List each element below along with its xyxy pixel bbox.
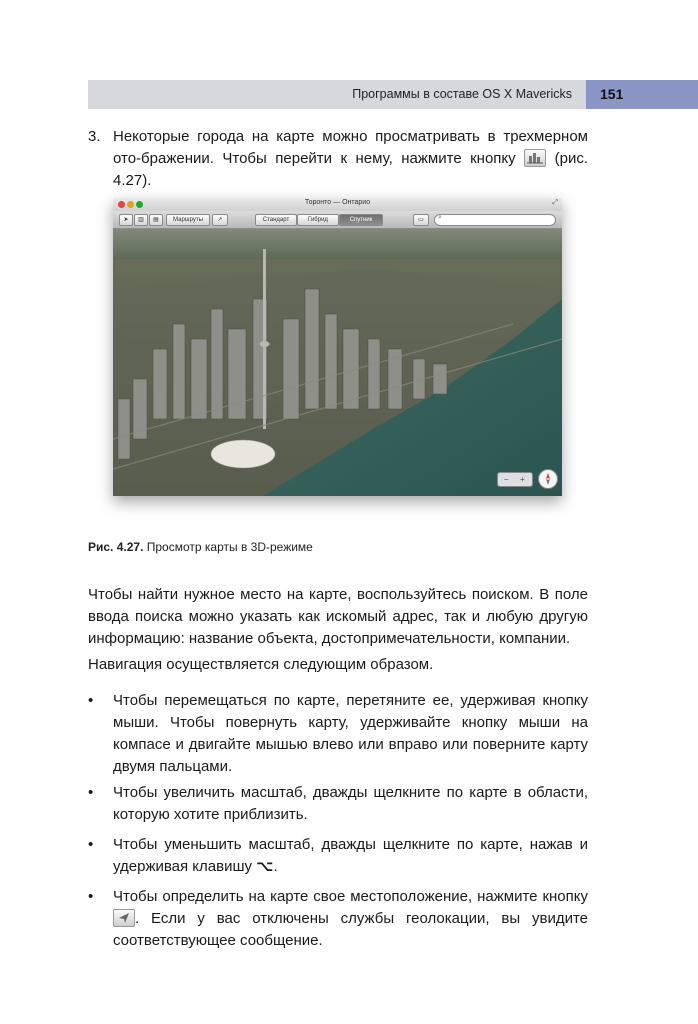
tab-satellite[interactable]: Спутник (339, 214, 383, 226)
bullet-zoom-in (88, 782, 588, 826)
location-button[interactable]: ➤ (119, 214, 133, 226)
compass-icon (539, 470, 557, 488)
header-title: Программы в составе OS X Mavericks (352, 87, 572, 101)
traffic-button[interactable]: ▤ (149, 214, 163, 226)
zoom-control (497, 472, 533, 487)
zoom-out-end: . (273, 858, 278, 875)
navigation-intro: Навигация осуществляется следующим образом. (88, 656, 434, 673)
page-number-box (586, 80, 698, 109)
bullet-zoom-in-text: Чтобы увеличить масштаб, дважды щелкните по карте в области, которую хотите приблизить. (113, 784, 588, 823)
3d-buildings-icon (524, 149, 546, 167)
tab-standard[interactable]: Стандарт (255, 214, 297, 226)
step-text-part: Некоторые города на карте можно просматривать в трехмерном ото-бражении. Чтобы перейти к нему, нажмите кнопку (113, 128, 588, 167)
3d-view-button[interactable]: ▥ (134, 214, 148, 226)
window-title: Торонто — Онтарио (304, 199, 371, 206)
tab-hybrid[interactable]: Гибрид (297, 214, 339, 226)
directions-button[interactable]: Маршруты (166, 214, 210, 226)
bullet-move-text: Чтобы перемещаться по карте, перетяните ее, удерживая кнопку мыши. Чтобы повернуть карту, удерживайте кнопку мыши на компасе и двигайте мышью влево или вправо или поверните карту двумя пальцами. (113, 692, 588, 775)
window-titlebar (113, 198, 562, 212)
compass-button[interactable] (538, 469, 558, 489)
zoom-in-button[interactable]: + (520, 475, 525, 484)
location-text-ending: . Если у вас отключены службы геолокации, вы увидите соответствующее сообщение. (113, 910, 588, 949)
step-number: 3. (88, 128, 101, 145)
bullet-symbol: • (88, 784, 94, 801)
maps-toolbar (113, 211, 562, 229)
bullet-move (88, 690, 588, 778)
location-arrow-icon (113, 909, 135, 927)
bullet-zoom-out (88, 834, 588, 878)
step-3 (88, 126, 588, 189)
bookmarks-button[interactable]: ▭ (413, 214, 429, 226)
running-header (88, 80, 586, 109)
bullet-symbol: • (88, 836, 94, 853)
bullet-location-text (113, 886, 588, 952)
step-text-ending: (рис. 4.27). (113, 150, 588, 189)
bullet-symbol: • (88, 692, 94, 709)
step-text (113, 126, 588, 192)
caption-text: Просмотр карты в 3D-режиме (143, 540, 313, 554)
zoom-out-text: Чтобы уменьшить масштаб, дважды щелкните по карте, нажав и удерживая клавишу (113, 836, 588, 875)
share-button[interactable]: ↗ (212, 214, 228, 226)
satellite-map-3d[interactable] (113, 229, 562, 496)
bullet-location (88, 886, 588, 952)
page-number: 151 (600, 86, 624, 102)
fullscreen-icon[interactable]: ⤢ (552, 199, 558, 206)
option-key-symbol: ⌥ (256, 858, 274, 875)
location-text: Чтобы определить на карте свое местоположение, нажмите кнопку (113, 888, 588, 905)
search-icon: ⌕ (438, 214, 442, 221)
caption-label: Рис. 4.27. (88, 540, 144, 554)
zoom-out-button[interactable]: − (504, 475, 509, 484)
search-paragraph: Чтобы найти нужное место на карте, воспользуйтесь поиском. В поле ввода поиска можно указать как искомый адрес, так и любую другую информацию: название объекта, достопримечательности, компании. (88, 586, 588, 647)
maps-screenshot (113, 198, 562, 496)
search-input[interactable] (434, 214, 556, 226)
bullet-symbol: • (88, 888, 94, 905)
bullet-zoom-out-text (113, 834, 588, 878)
city-satellite-image (113, 229, 562, 496)
figure-caption (88, 540, 313, 554)
